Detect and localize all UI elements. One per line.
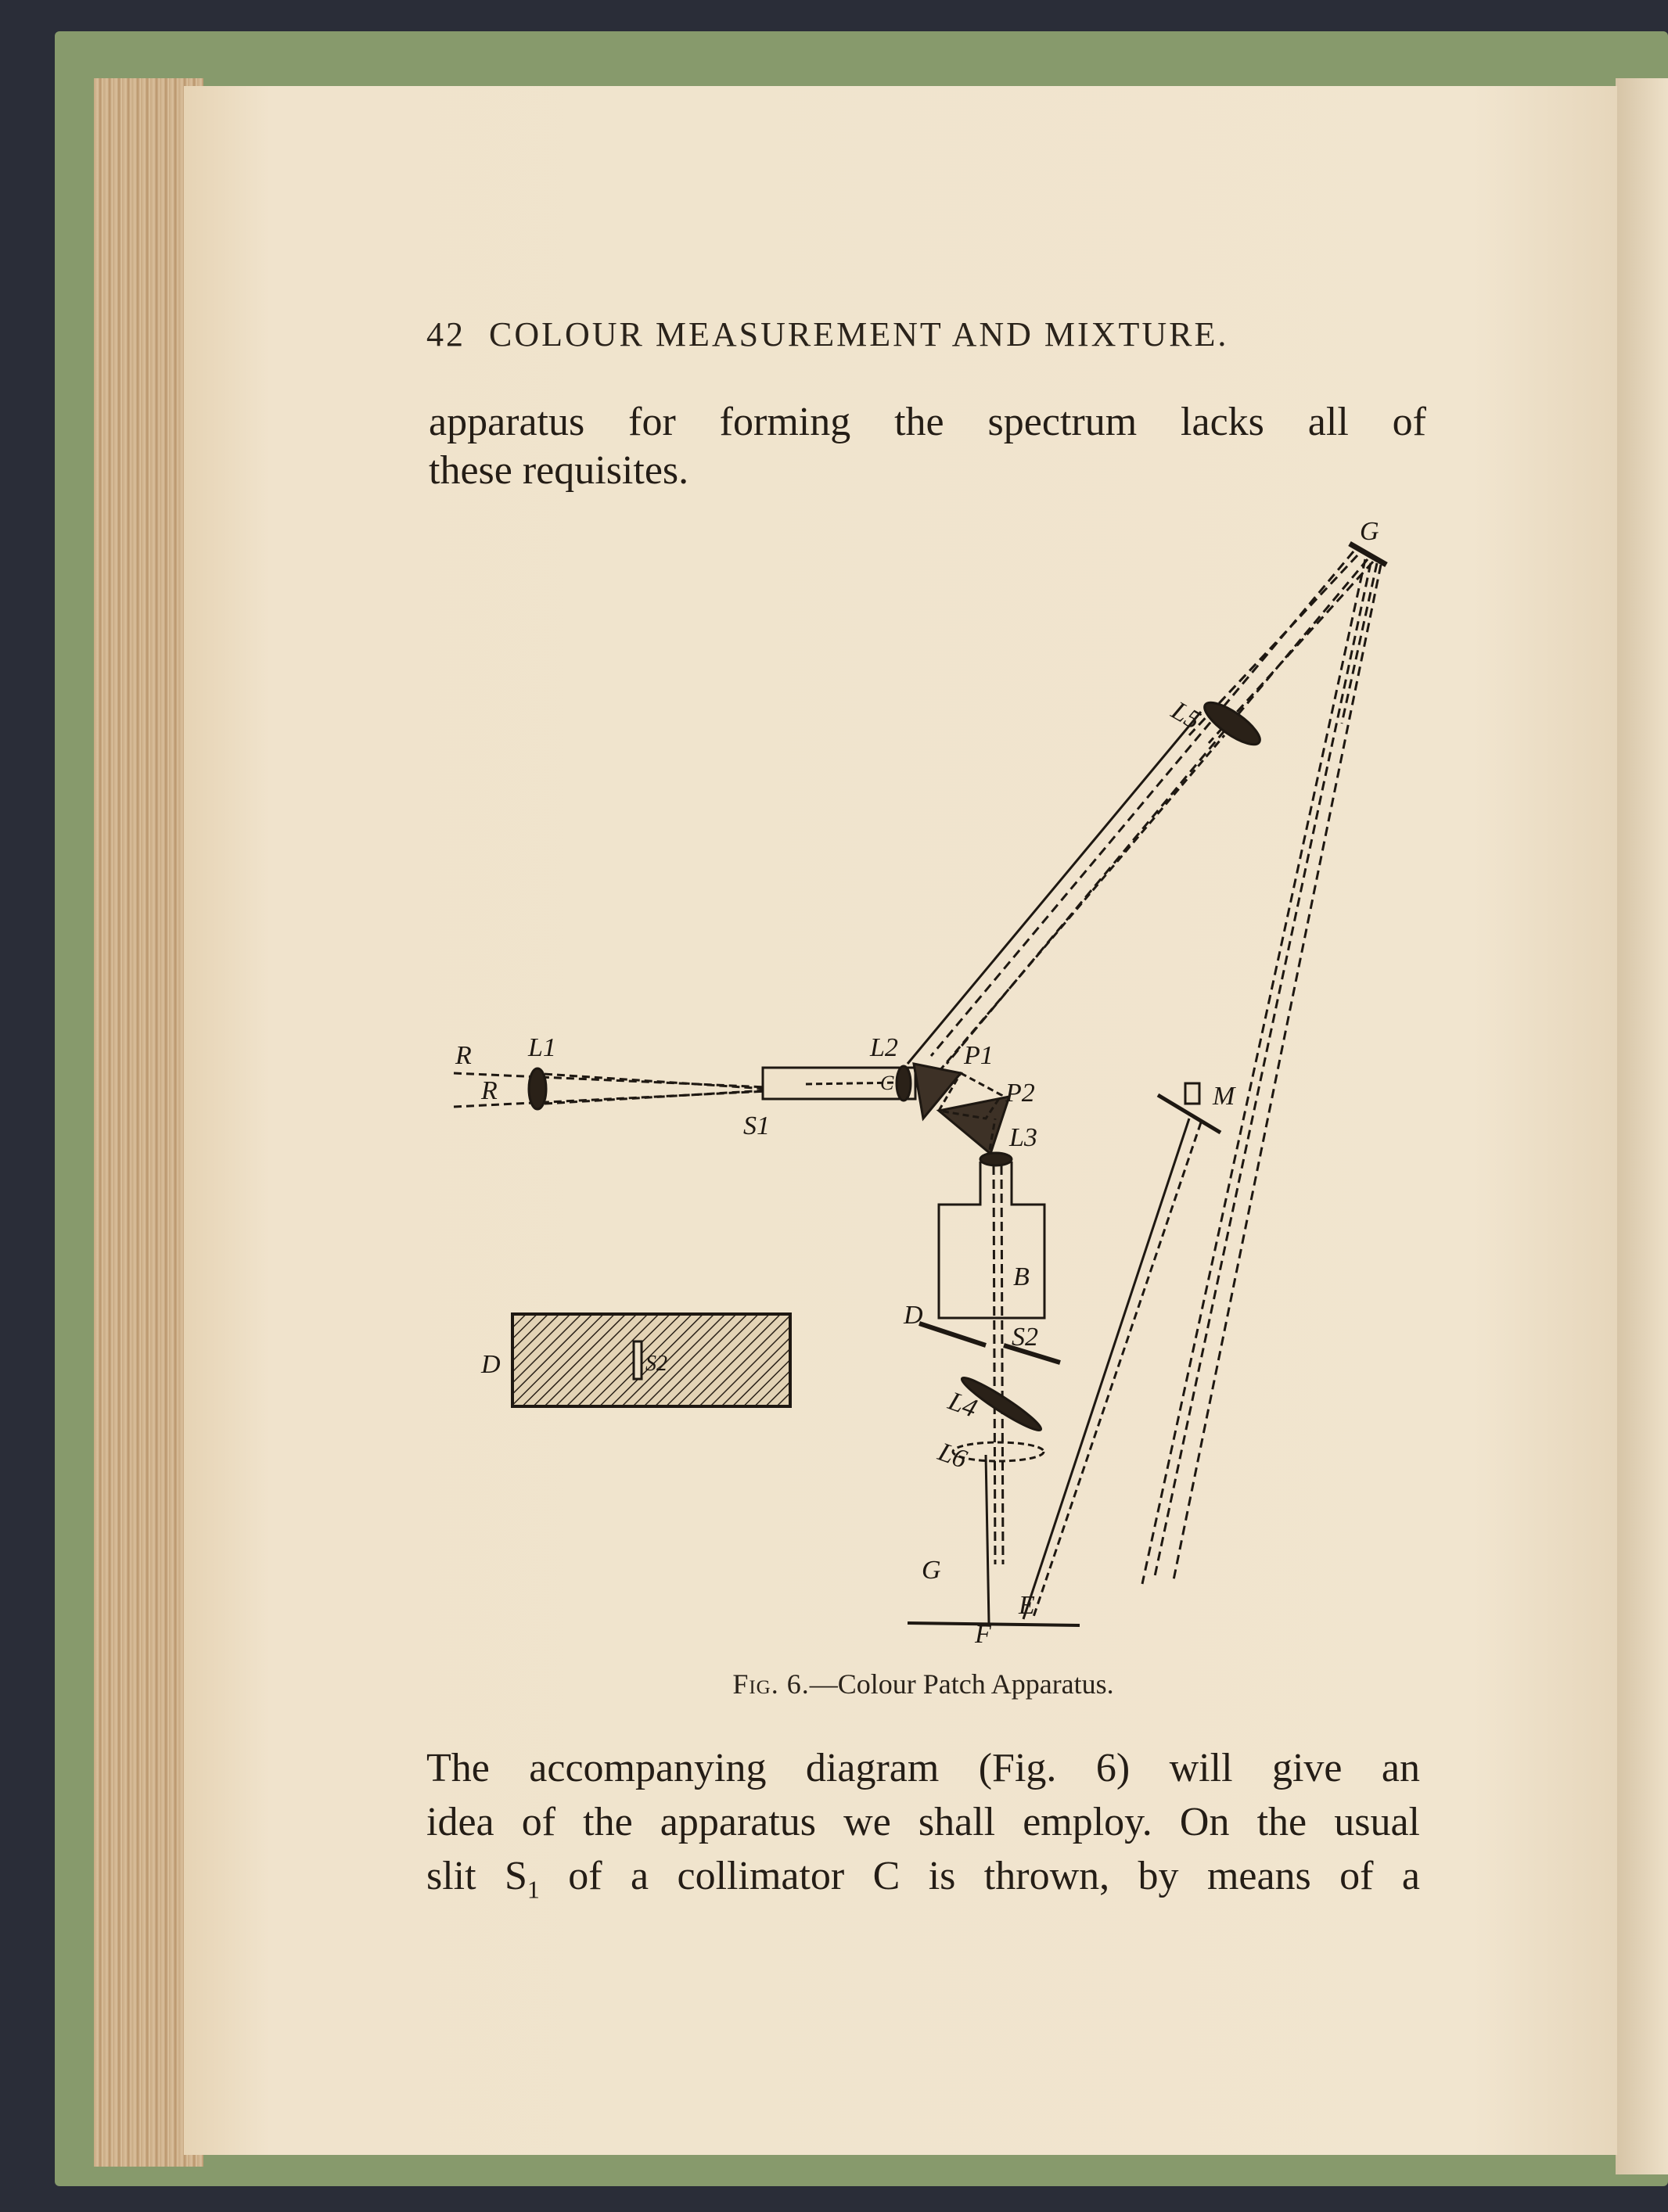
label-e: E	[1019, 1591, 1035, 1620]
label-f: F	[975, 1620, 991, 1643]
label-l1: L1	[528, 1033, 556, 1062]
screen-d	[919, 1323, 986, 1345]
label-r-top: R	[455, 1041, 472, 1070]
label-s2: S2	[1012, 1323, 1038, 1352]
running-header	[426, 314, 1342, 354]
paragraph-line-3-pre: slit S	[426, 1854, 527, 1898]
paragraph-line-3	[426, 1850, 1420, 1916]
apparatus-diagram	[438, 516, 1424, 1643]
box-b	[939, 1162, 1044, 1318]
paragraph-line-1: The accompanying diagram (Fig. 6) will give an	[426, 1746, 1420, 1790]
page-number: 42	[426, 315, 466, 354]
intro-line-2: these requisites.	[429, 448, 689, 493]
label-p2: P2	[1005, 1079, 1035, 1108]
label-s2-box: S2	[645, 1352, 667, 1376]
label-g-low: G	[922, 1556, 941, 1585]
figure-caption	[426, 1668, 1420, 1700]
label-l2: L2	[870, 1033, 898, 1062]
label-l4: L4	[944, 1386, 981, 1424]
label-p1: P1	[964, 1041, 994, 1070]
label-l3: L3	[1009, 1123, 1037, 1152]
lens-l1	[529, 1068, 546, 1109]
paragraph-line-3-post: of a collimator C is thrown, by means of a	[539, 1854, 1420, 1898]
label-c: C	[880, 1072, 894, 1094]
lens-l3	[980, 1153, 1012, 1165]
label-b: B	[1013, 1262, 1030, 1291]
label-l6: L6	[934, 1437, 971, 1474]
running-title: COLOUR MEASUREMENT AND MIXTURE.	[489, 315, 1229, 354]
screen-f	[908, 1623, 1080, 1625]
label-s1: S1	[743, 1111, 770, 1140]
caption-prefix: Fig. 6.	[732, 1668, 810, 1700]
label-d-box: D	[481, 1350, 501, 1379]
caption-text: —Colour Patch Apparatus.	[809, 1668, 1114, 1700]
prism-p2	[939, 1097, 1009, 1154]
label-d: D	[904, 1301, 923, 1330]
intro-line-1: apparatus for forming the spectrum lacks all of	[429, 400, 1426, 444]
mirror-g	[1350, 544, 1386, 565]
paragraph-line-2: idea of the apparatus we shall employ. On the usual	[426, 1800, 1420, 1844]
label-m: M	[1213, 1082, 1235, 1111]
label-g: G	[1360, 517, 1379, 546]
subscript-1: 1	[527, 1875, 540, 1904]
next-page-edge	[1616, 78, 1668, 2174]
label-l5: L5	[1167, 695, 1206, 735]
label-r: R	[481, 1076, 498, 1105]
